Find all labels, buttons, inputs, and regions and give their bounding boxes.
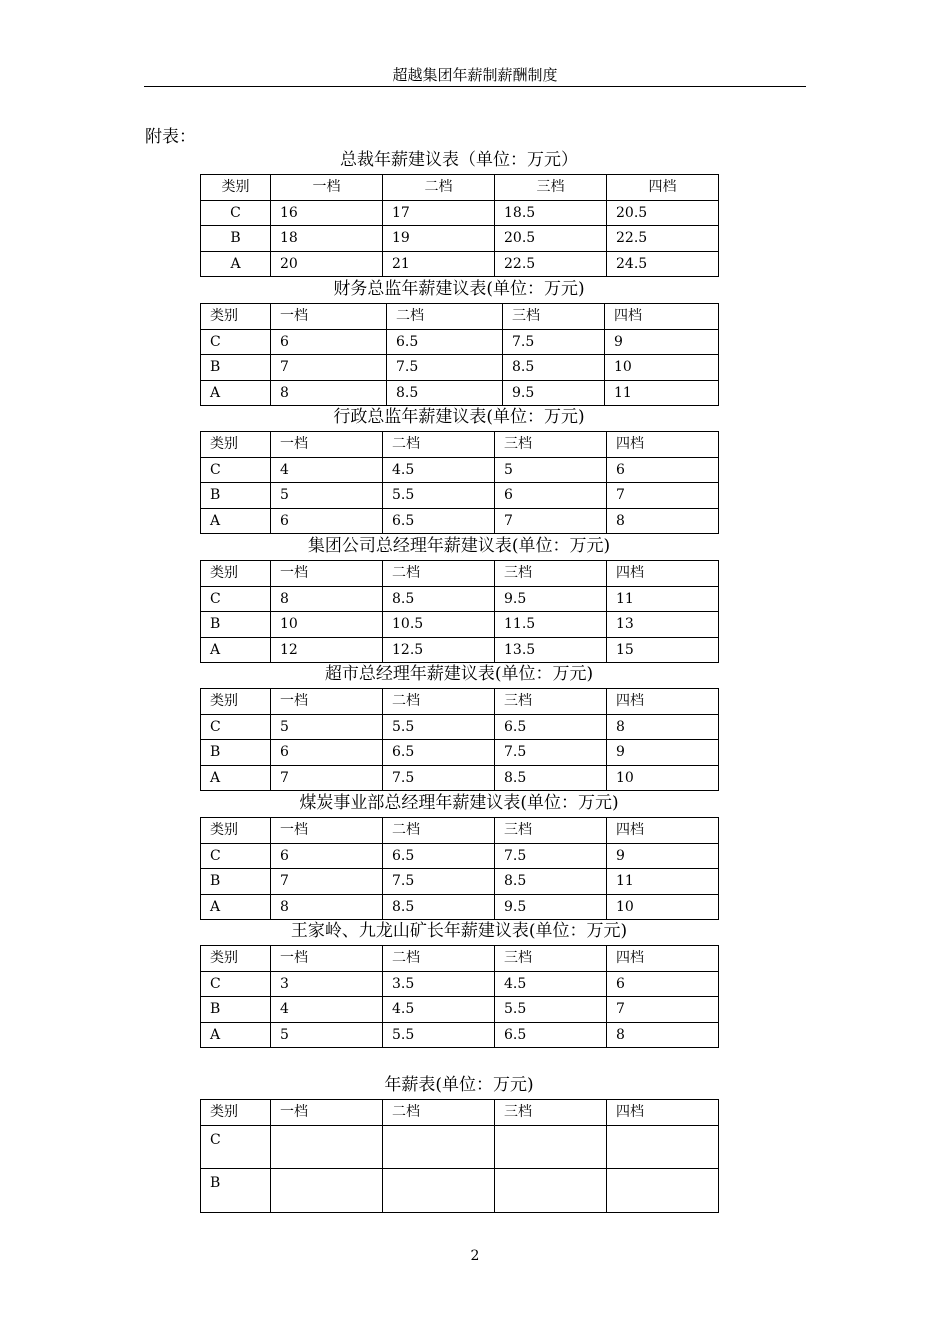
table-cell: 10.5 [383,612,495,638]
table-cell [271,1169,383,1213]
salary-table-coal-division-gm [200,817,719,920]
category-cell: C [201,329,271,355]
table-cell: 22.5 [495,251,607,277]
table-cell: 20.5 [607,200,719,226]
table-row [201,740,719,766]
table-cell: 4 [271,457,383,483]
table-row [201,586,719,612]
table-cell: 8.5 [387,380,503,406]
table-cell: 9 [607,843,719,869]
table-title-group-gm: 集团公司总经理年薪建议表(单位：万元) [307,536,611,556]
table-cell: 7 [495,508,607,534]
table-cell: 8 [271,586,383,612]
category-cell: A [201,1022,271,1048]
table-cell: 7.5 [383,869,495,895]
table-row [201,1169,719,1213]
table-cell: 6.5 [387,329,503,355]
table-cell: 17 [383,200,495,226]
column-header: 一档 [271,946,383,972]
table-row [201,355,719,381]
table-header-row [201,561,719,587]
table-cell: 12.5 [383,637,495,663]
table-cell [607,1169,719,1213]
column-header: 三档 [495,689,607,715]
page-header-title: 超越集团年薪制薪酬制度 [392,66,558,84]
column-header: 类别 [201,175,271,201]
category-cell: B [201,869,271,895]
column-header: 三档 [495,946,607,972]
table-row [201,843,719,869]
category-cell: C [201,1125,271,1169]
salary-table-annual [200,1099,719,1213]
table-row [201,1125,719,1169]
table-row [201,894,719,920]
category-cell: A [201,380,271,406]
table-title-annual-salary: 年薪表(单位：万元) [384,1075,534,1095]
table-cell: 5.5 [383,483,495,509]
column-header: 四档 [607,1100,719,1126]
column-header: 四档 [605,304,719,330]
table-row [201,251,719,277]
table-row [201,714,719,740]
table-cell: 7.5 [503,329,605,355]
column-header: 类别 [201,946,271,972]
table-header-row [201,689,719,715]
table-cell [383,1169,495,1213]
table-cell: 18 [271,226,383,252]
table-cell [271,1125,383,1169]
table-cell: 9.5 [495,586,607,612]
table-header-row [201,946,719,972]
table-cell: 7 [271,355,387,381]
table-cell: 9.5 [503,380,605,406]
table-title-mine-director: 王家岭、九龙山矿长年薪建议表(单位：万元) [290,921,628,941]
category-cell: B [201,997,271,1023]
category-cell: C [201,971,271,997]
table-cell: 4.5 [383,457,495,483]
table-title-supermarket-gm: 超市总经理年薪建议表(单位：万元) [324,664,594,684]
salary-table-admin-director [200,431,719,534]
appendix-label: 附表： [145,127,196,147]
column-header: 二档 [383,946,495,972]
table-cell: 6 [495,483,607,509]
table-cell: 15 [607,637,719,663]
salary-table-cfo [200,303,719,406]
table-cell: 24.5 [607,251,719,277]
table-cell: 5.5 [383,714,495,740]
table-cell: 7.5 [383,765,495,791]
column-header: 一档 [271,432,383,458]
table-row [201,612,719,638]
table-header-row [201,304,719,330]
column-header: 一档 [271,1100,383,1126]
table-cell: 5.5 [495,997,607,1023]
table-cell: 6 [271,740,383,766]
table-title-admin-director: 行政总监年薪建议表(单位：万元) [333,407,585,427]
salary-table-mine-director [200,945,719,1048]
column-header: 类别 [201,432,271,458]
table-row [201,200,719,226]
table-cell: 8 [271,380,387,406]
category-cell: C [201,586,271,612]
column-header: 四档 [607,946,719,972]
page-number: 2 [470,1248,480,1264]
table-cell: 7 [271,869,383,895]
column-header: 三档 [495,818,607,844]
category-cell: B [201,355,271,381]
column-header: 一档 [271,175,383,201]
table-cell: 5 [495,457,607,483]
table-cell: 20 [271,251,383,277]
table-cell: 19 [383,226,495,252]
table-row [201,226,719,252]
table-row [201,1022,719,1048]
table-cell: 5 [271,1022,383,1048]
table-cell: 7 [607,483,719,509]
category-cell: B [201,483,271,509]
table-cell: 16 [271,200,383,226]
table-row [201,508,719,534]
table-row [201,971,719,997]
table-cell: 13.5 [495,637,607,663]
table-cell: 11 [607,586,719,612]
category-cell: C [201,200,271,226]
table-cell [607,1125,719,1169]
table-header-row [201,175,719,201]
table-cell: 6.5 [495,1022,607,1048]
table-cell: 7 [271,765,383,791]
table-row [201,457,719,483]
table-row [201,329,719,355]
column-header: 二档 [387,304,503,330]
table-cell: 11 [605,380,719,406]
category-cell: A [201,508,271,534]
table-cell: 7.5 [495,740,607,766]
salary-table-group-gm [200,560,719,663]
table-cell: 13 [607,612,719,638]
table-cell: 8.5 [495,869,607,895]
column-header: 三档 [495,432,607,458]
column-header: 一档 [271,818,383,844]
table-cell: 8.5 [495,765,607,791]
table-cell: 11.5 [495,612,607,638]
table-cell: 6 [271,508,383,534]
category-cell: B [201,1169,271,1213]
column-header: 四档 [607,175,719,201]
column-header: 三档 [495,1100,607,1126]
table-row [201,765,719,791]
header-divider [144,86,806,87]
table-cell: 7 [607,997,719,1023]
table-cell: 4 [271,997,383,1023]
table-cell: 22.5 [607,226,719,252]
column-header: 类别 [201,304,271,330]
table-cell: 6 [271,329,387,355]
table-cell: 8 [607,508,719,534]
table-cell: 3.5 [383,971,495,997]
category-cell: A [201,637,271,663]
table-cell [383,1125,495,1169]
table-cell: 8.5 [383,586,495,612]
column-header: 二档 [383,818,495,844]
table-cell: 6.5 [383,843,495,869]
category-cell: B [201,226,271,252]
table-cell: 10 [271,612,383,638]
table-cell: 7.5 [387,355,503,381]
table-cell: 6 [607,457,719,483]
table-cell: 9.5 [495,894,607,920]
column-header: 类别 [201,1100,271,1126]
table-cell: 6 [271,843,383,869]
column-header: 一档 [271,304,387,330]
category-cell: A [201,251,271,277]
table-cell: 9 [605,329,719,355]
table-cell: 4.5 [383,997,495,1023]
table-cell: 8.5 [383,894,495,920]
column-header: 二档 [383,175,495,201]
table-cell: 8.5 [503,355,605,381]
table-row [201,483,719,509]
table-header-row [201,1100,719,1126]
table-title-president: 总裁年薪建议表（单位：万元） [340,150,578,170]
table-title-cfo: 财务总监年薪建议表(单位：万元) [333,279,585,299]
column-header: 四档 [607,561,719,587]
table-header-row [201,818,719,844]
table-cell: 8 [607,1022,719,1048]
table-header-row [201,432,719,458]
table-cell: 6.5 [383,508,495,534]
table-cell: 8 [607,714,719,740]
category-cell: B [201,612,271,638]
table-cell: 6.5 [495,714,607,740]
column-header: 类别 [201,818,271,844]
table-row [201,380,719,406]
table-cell: 5.5 [383,1022,495,1048]
table-cell: 11 [607,869,719,895]
table-cell: 5 [271,483,383,509]
category-cell: B [201,740,271,766]
table-cell: 4.5 [495,971,607,997]
column-header: 二档 [383,689,495,715]
column-header: 二档 [383,1100,495,1126]
table-row [201,997,719,1023]
column-header: 一档 [271,561,383,587]
table-cell: 9 [607,740,719,766]
salary-table-supermarket-gm [200,688,719,791]
table-cell [495,1169,607,1213]
column-header: 一档 [271,689,383,715]
table-cell: 18.5 [495,200,607,226]
column-header: 二档 [383,432,495,458]
table-cell: 21 [383,251,495,277]
category-cell: A [201,894,271,920]
table-cell: 3 [271,971,383,997]
column-header: 四档 [607,432,719,458]
table-cell [495,1125,607,1169]
table-cell: 7.5 [495,843,607,869]
table-cell: 6 [607,971,719,997]
column-header: 类别 [201,689,271,715]
category-cell: C [201,457,271,483]
column-header: 四档 [607,818,719,844]
table-row [201,637,719,663]
category-cell: C [201,714,271,740]
category-cell: C [201,843,271,869]
table-cell: 5 [271,714,383,740]
salary-table-president [200,174,719,277]
table-cell: 8 [271,894,383,920]
column-header: 二档 [383,561,495,587]
table-cell: 10 [607,765,719,791]
category-cell: A [201,765,271,791]
table-cell: 20.5 [495,226,607,252]
table-cell: 10 [607,894,719,920]
table-cell: 6.5 [383,740,495,766]
column-header: 类别 [201,561,271,587]
table-cell: 10 [605,355,719,381]
column-header: 三档 [503,304,605,330]
column-header: 三档 [495,561,607,587]
table-row [201,869,719,895]
table-title-coal-division-gm: 煤炭事业部总经理年薪建议表(单位：万元) [299,793,619,813]
column-header: 三档 [495,175,607,201]
table-cell: 12 [271,637,383,663]
column-header: 四档 [607,689,719,715]
